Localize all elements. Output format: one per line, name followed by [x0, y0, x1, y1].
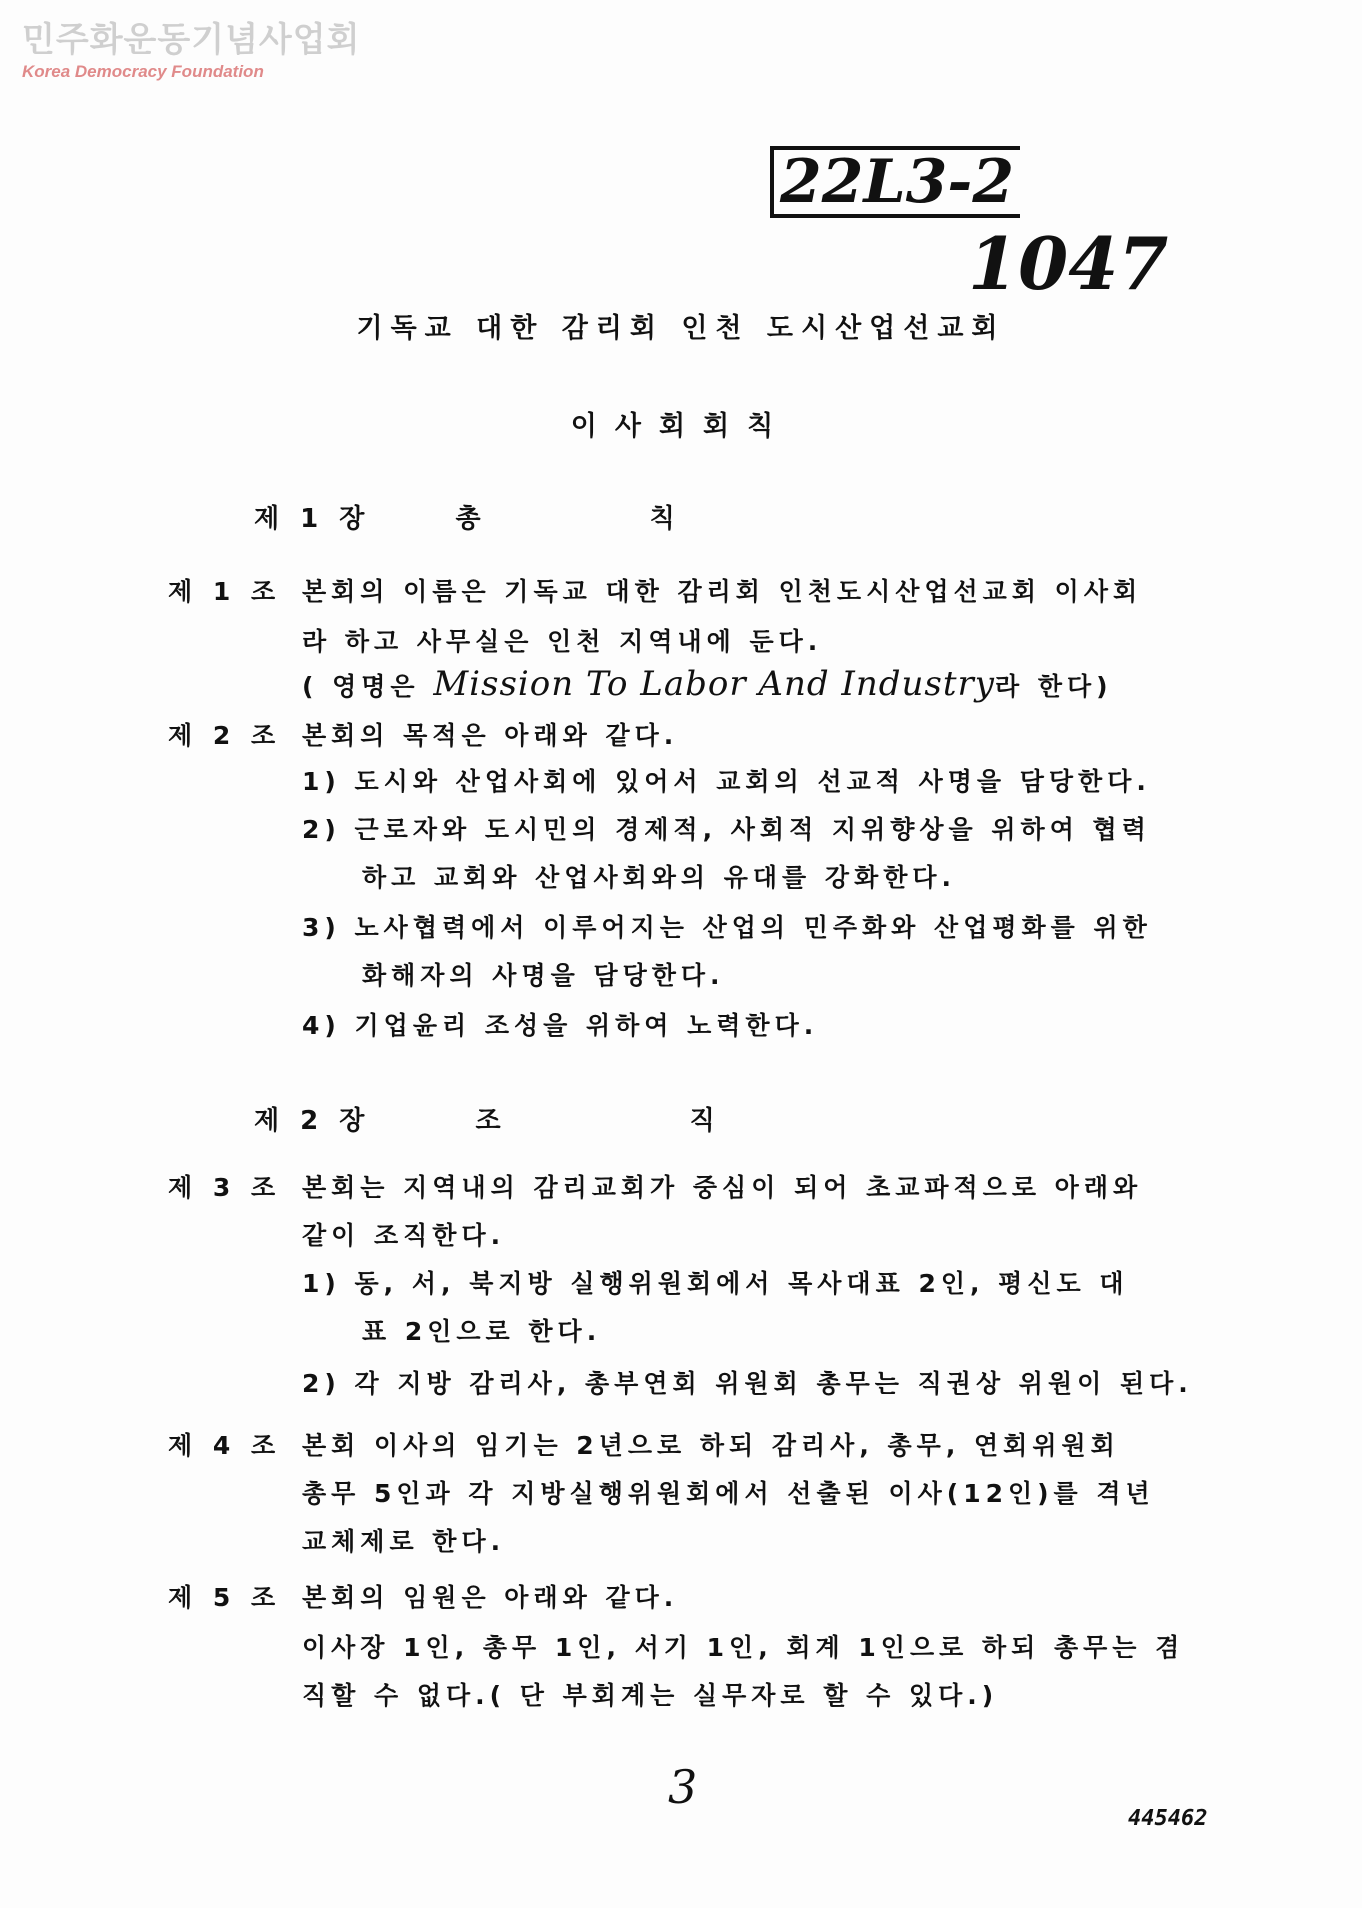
watermark — [22, 20, 360, 82]
article-2-item: 4) 기업윤리 조성을 위하여 노력한다. — [302, 1011, 819, 1040]
article-2-line-1: 본회의 목적은 아래와 같다. — [302, 721, 679, 750]
article-2-item-cont: 하고 교회와 산업사회와의 유대를 강화한다. — [362, 863, 957, 892]
page-number: 3 — [668, 1760, 698, 1814]
chapter-1-number: 제 1 장 — [254, 504, 371, 534]
article-1-english-suffix: 라 한다) — [995, 672, 1113, 701]
article-4-line: 교체제로 한다. — [302, 1527, 506, 1556]
handwritten-number: 1047 — [968, 221, 1169, 306]
article-5-line: 본회의 임원은 아래와 같다. — [302, 1583, 679, 1612]
article-1-english-name: Mission To Labor And Industry — [433, 664, 995, 704]
article-1-line-2: 라 하고 사무실은 인천 지역내에 둔다. — [302, 627, 823, 656]
article-4-line: 본회 이사의 임기는 2년으로 하되 감리사, 총무, 연회위원회 — [302, 1431, 1120, 1460]
article-1-line-3 — [302, 664, 1113, 704]
document-title: 기독교 대한 감리회 인천 도시산업선교회 — [356, 313, 1006, 344]
article-2-label: 제 2 조 — [168, 721, 282, 750]
article-3-item: 1) 동, 서, 북지방 실행위원회에서 목사대표 2인, 평신도 대 — [302, 1269, 1129, 1298]
handwritten-code: 22L3-2 — [770, 146, 1020, 218]
watermark-korean: 민주화운동기념사업회 — [22, 20, 361, 60]
article-3-line-1: 본회는 지역내의 감리교회가 중심이 되어 초교파적으로 아래와 — [302, 1173, 1143, 1202]
article-4-line: 총무 5인과 각 지방실행위원회에서 선출된 이사(12인)를 격년 — [302, 1479, 1155, 1508]
article-2-item-cont: 화해자의 사명을 담당한다. — [362, 961, 725, 990]
article-3-label: 제 3 조 — [168, 1173, 282, 1202]
article-3-line-2: 같이 조직한다. — [302, 1221, 506, 1250]
document-serial-number: 445462 — [1128, 1806, 1208, 1831]
chapter-1-name: 총 칙 — [455, 504, 755, 534]
article-1-label: 제 1 조 — [168, 577, 282, 606]
document-subtitle: 이사회회칙 — [570, 411, 792, 442]
article-3-item: 2) 각 지방 감리사, 총부연회 위원회 총무는 직권상 위원이 된다. — [302, 1369, 1193, 1398]
article-5-label: 제 5 조 — [168, 1583, 282, 1612]
chapter-1-heading — [254, 498, 755, 535]
article-5-line: 직할 수 없다.( 단 부회계는 실무자로 할 수 있다.) — [302, 1681, 999, 1710]
article-5-line: 이사장 1인, 총무 1인, 서기 1인, 회계 1인으로 하되 총무는 겸 — [302, 1633, 1185, 1662]
article-1-line-1: 본회의 이름은 기독교 대한 감리회 인천도시산업선교회 이사회 — [302, 577, 1143, 606]
article-3-item-cont: 표 2인으로 한다. — [362, 1317, 602, 1346]
article-2-item: 1) 도시와 산업사회에 있어서 교회의 선교적 사명을 담당한다. — [302, 767, 1151, 796]
chapter-2-name: 조 직 — [475, 1106, 805, 1136]
article-2-item: 3) 노사협력에서 이루어지는 산업의 민주화와 산업평화를 위한 — [302, 913, 1152, 942]
article-1-english-prefix: ( 영명은 — [302, 672, 420, 701]
chapter-2-number: 제 2 장 — [254, 1106, 371, 1136]
watermark-english: Korea Democracy Foundation — [22, 62, 264, 81]
article-2-item: 2) 근로자와 도시민의 경제적, 사회적 지위향상을 위하여 협력 — [302, 815, 1151, 844]
article-4-label: 제 4 조 — [168, 1431, 282, 1460]
chapter-2-heading — [254, 1100, 805, 1137]
